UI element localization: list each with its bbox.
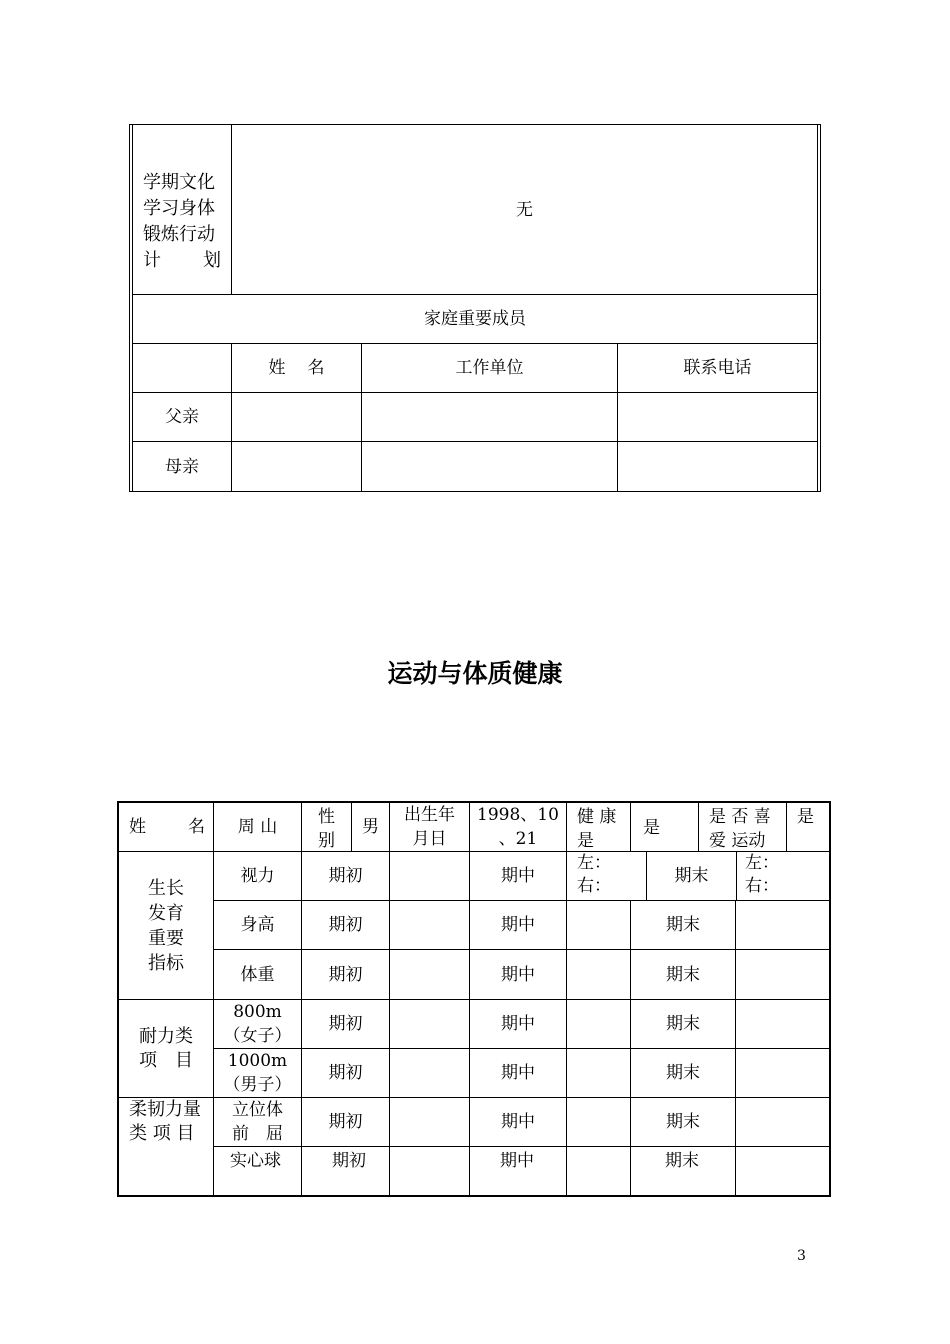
item-height: 身高 [240,915,275,935]
item-run800: 800m （女子） [223,1002,292,1046]
phase-mid: 期中 [501,915,535,935]
item-weight: 体重 [240,964,275,985]
phase-end: 期末 [666,1014,700,1034]
section-title: 运动与体质健康 [387,659,563,688]
name-label [119,803,213,851]
phase-start: 期初 [332,1151,366,1171]
header-name-left: 姓 [268,358,286,378]
relation-father: 父亲 [165,407,199,427]
item-vision: 视力 [240,866,275,886]
plan-label-line: 锻炼行动 [143,224,215,245]
phase-end: 期末 [666,1063,700,1083]
gender-label: 性 别 [318,807,335,851]
name-label-left: 姓 [129,817,146,837]
plan-label-last-left: 计 [143,250,161,271]
item-run1000: 1000m （男子） [223,1051,292,1095]
gender-value: 男 [362,817,379,837]
phase-start: 期初 [328,1112,363,1132]
phase-end: 期末 [666,915,700,935]
birth-label: 出生年 月日 [404,805,455,849]
phase-mid: 期中 [501,964,535,985]
phase-start: 期初 [328,1063,363,1083]
name-value: 周 山 [237,817,278,837]
family-section-title: 家庭重要成员 [424,309,526,329]
plan-label-line: 学期文化 [143,172,215,193]
item-jump: 立位体 前 屈 [232,1100,283,1144]
health-value: 是 [643,818,660,838]
vision-lr-end: 左： 右： [745,853,779,896]
plan-label [143,170,221,274]
vision-lr-mid: 左： 右： [577,853,611,896]
birth-value: 1998、10 、21 [477,805,559,849]
phase-start: 期初 [328,1014,363,1034]
phase-mid: 期中 [501,1112,535,1132]
header-phone: 联系电话 [683,358,752,378]
phase-start: 期初 [328,964,363,985]
phase-start: 期初 [328,915,363,935]
phase-end: 期末 [666,1112,700,1132]
phase-end: 期末 [665,1151,699,1171]
phase-mid: 期中 [501,866,535,886]
group-endurance: 耐力类 项 目 [139,1025,193,1071]
name-label-right: 名 [188,817,205,837]
header-work-unit: 工作单位 [455,358,524,378]
plan-label-last-right: 划 [203,250,221,271]
item-ball: 实心球 [230,1151,281,1171]
group-flex: 柔韧力量 类 项 目 [129,1099,201,1144]
relation-mother: 母亲 [165,456,199,477]
plan-label-line: 学习身体 [143,198,215,219]
health-label: 健 康 是 [577,807,617,851]
phase-mid: 期中 [501,1063,535,1083]
phase-mid: 期中 [500,1151,534,1171]
phase-end: 期末 [666,964,700,985]
page-number: 3 [797,1248,806,1264]
header-name-right: 名 [307,358,325,378]
phase-end: 期末 [674,866,709,886]
plan-value: 无 [516,199,533,220]
sport-value: 是 [797,807,814,827]
header-name [232,344,361,392]
phase-start: 期初 [328,866,363,886]
sport-label: 是 否 喜 爱 运动 [709,807,771,851]
phase-mid: 期中 [501,1014,535,1034]
group-growth: 生长 发育 重要 指标 [148,877,184,974]
